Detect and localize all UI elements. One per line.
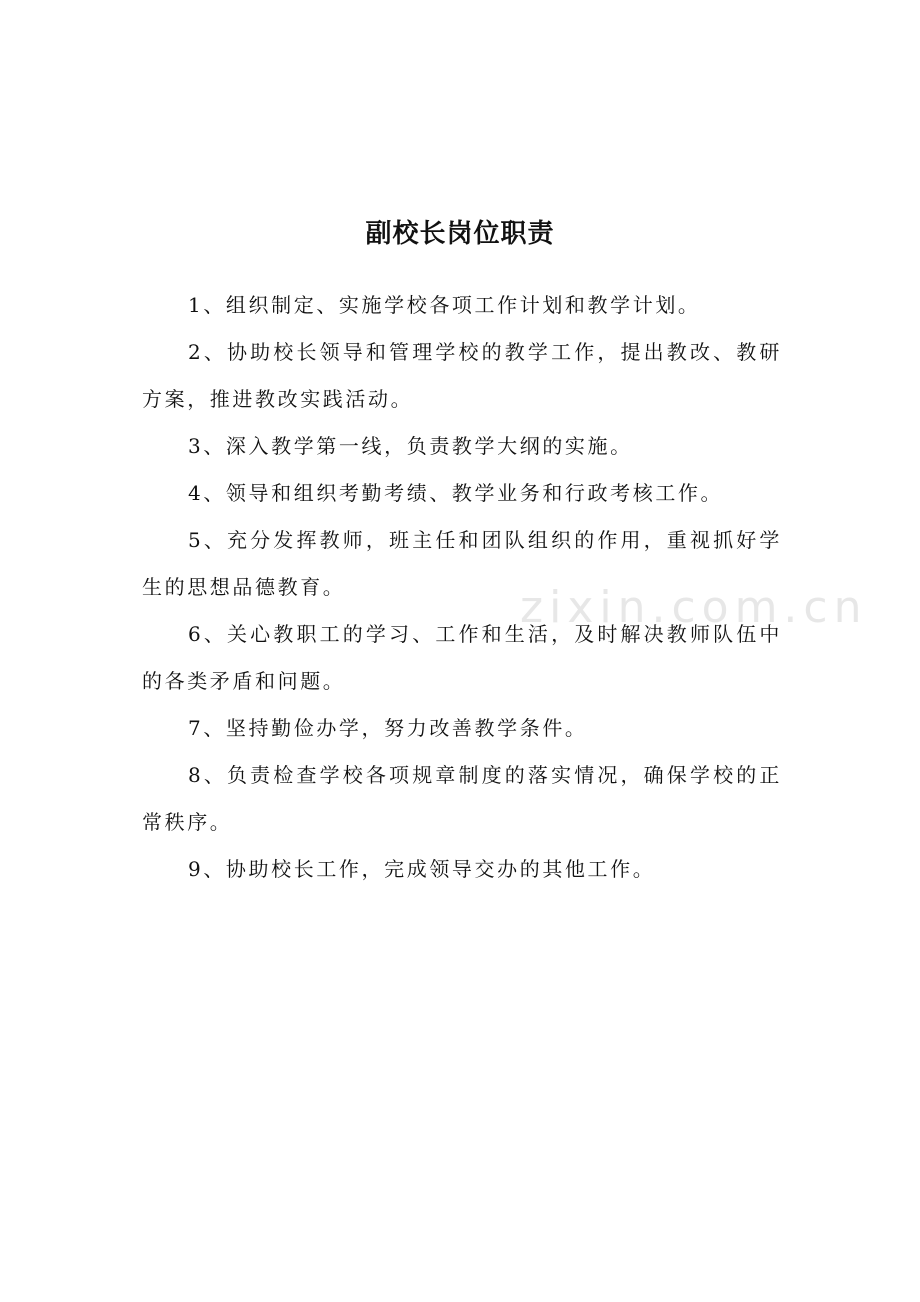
document-body: [142, 282, 782, 893]
watermark: zixin.com.cn: [520, 582, 868, 633]
duty-item-6: 6、关心教职工的学习、工作和生活，及时解决教师队伍中的各类矛盾和问题。: [142, 622, 782, 693]
duty-item-8: 8、负责检查学校各项规章制度的落实情况，确保学校的正常秩序。: [142, 763, 782, 834]
duty-item-3: 3、深入教学第一线，负责教学大纲的实施。: [188, 434, 633, 458]
duty-item-9: 9、协助校长工作，完成领导交办的其他工作。: [188, 857, 656, 881]
duty-item-2: 2、协助校长领导和管理学校的教学工作，提出教改、教研方案，推进教改实践活动。: [142, 340, 782, 411]
duty-item-7: 7、坚持勤俭办学，努力改善教学条件。: [188, 716, 588, 740]
duty-item-5: 5、充分发挥教师，班主任和团队组织的作用，重视抓好学生的思想品德教育。: [142, 528, 782, 599]
document-title: 副校长岗位职责: [365, 219, 555, 249]
duty-item-4: 4、领导和组织考勤考绩、教学业务和行政考核工作。: [188, 481, 724, 505]
duty-item-1: 1、组织制定、实施学校各项工作计划和教学计划。: [188, 293, 701, 317]
